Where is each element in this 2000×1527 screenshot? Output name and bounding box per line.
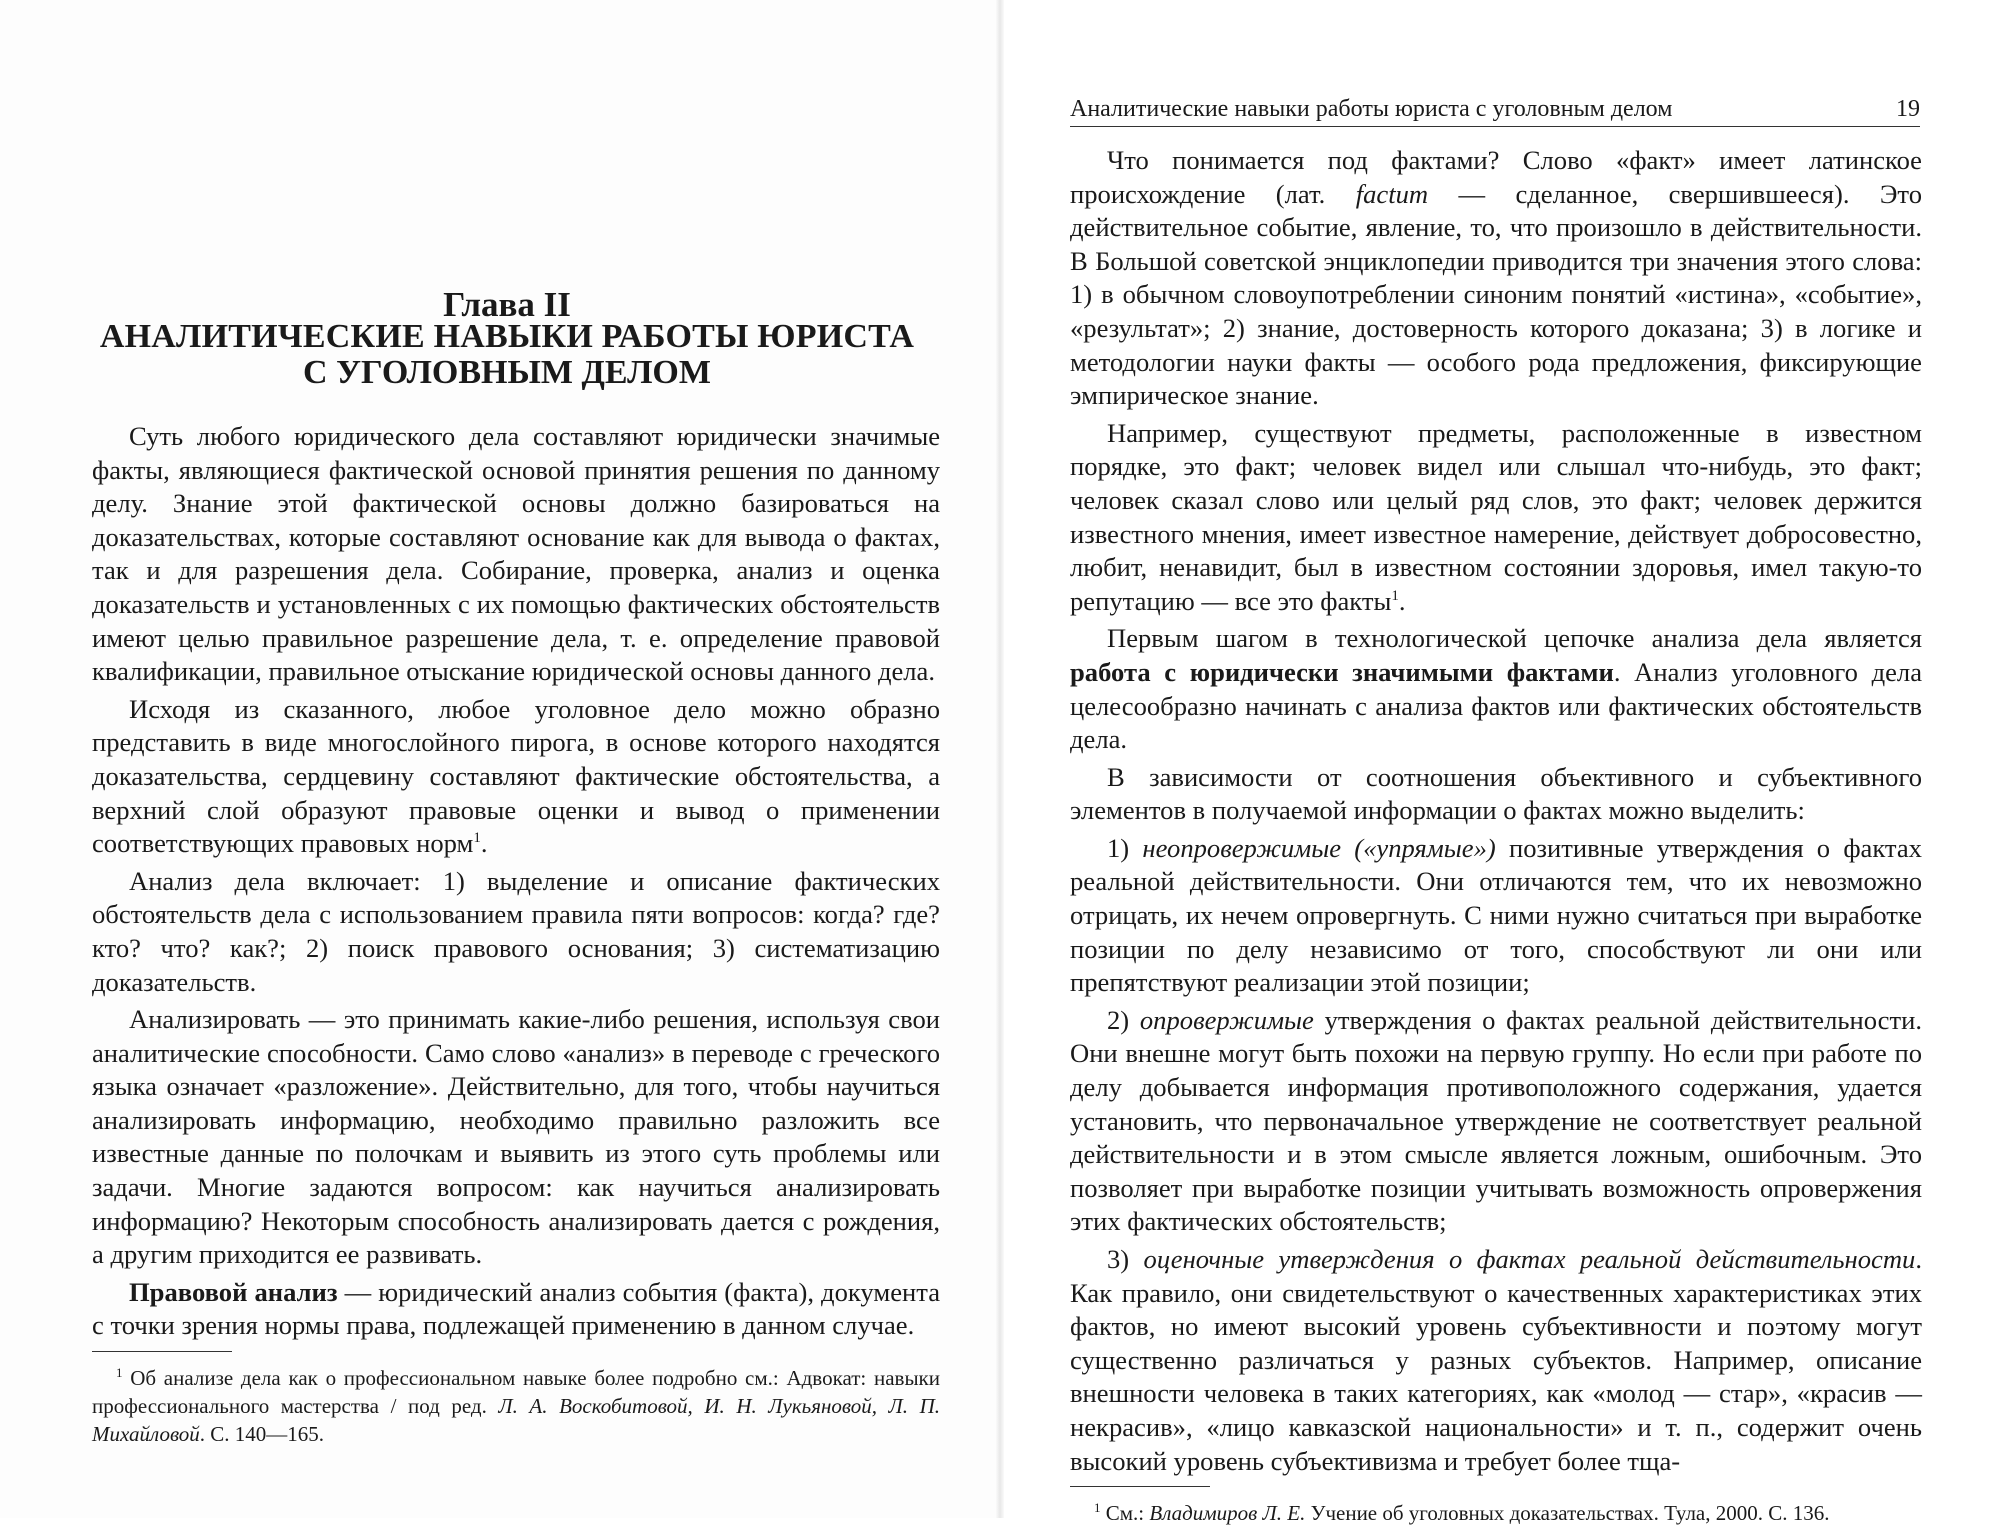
footnote-ref: 1: [1391, 587, 1399, 604]
footnote: $^1$ См.: Владимиров Л. Е. Учение об уголовных доказательствах. Тула, 2000. С. 136.: [1094, 1500, 1830, 1526]
running-title: Аналитические навыки работы юриста с уголовным делом: [1070, 96, 1673, 122]
chapter-label: Глава II: [443, 285, 571, 324]
paragraph: Исходя из сказанного, любое уголовное дело можно образно представить в виде многослойного пирога, в основе которого находятся доказательства, сердцевину составляют фактические обстоятельства, а верхний слой образуют правовые оценки и вывод о применении соответствующих правовых норм$^1$.: [92, 693, 940, 859]
term-legal-facts: работа с юридически значимыми фактами: [1070, 656, 1614, 687]
paragraph: В зависимости от соотношения объективного и субъективного элементов в получаемой информации о фактах можно выделить:: [1070, 761, 1922, 826]
footnote-divider: [1070, 1486, 1210, 1487]
paragraph: Суть любого юридического дела составляют юридически значимые факты, являющиеся фактической основой принятия решения по данному делу. Знание этой фактической основы должно базироваться на доказательствах, которые составляют основание как для вывода о фактах, так и для разрешения дела. Собирание, проверка, анализ и оценка доказательств и установленных с их помощью фактических обстоятельств имеют целью правильное разрешение дела, т. е. определение правовой квалификации, правильное отыскание юридической основы данного дела.: [92, 421, 940, 687]
running-header: [1070, 96, 1920, 127]
footnote-divider: [92, 1351, 232, 1352]
paragraph: Правовой анализ — юридический анализ события (факта), документа с точки зрения нормы права, подлежащей применению в данном случае.: [92, 1276, 940, 1341]
paragraph: Что понимается под фактами? Слово «факт» имеет латинское происхождение (лат. factum — сделанное, свершившееся). Это действительное событие, явление, то, что произошло в действительности. В Большой советской энциклопедии приводится три значения этого слова: 1) в обычном словоупотреблении синоним понятий «истина», «событие», «результат»; 2) знание, достоверность которого доказана; 3) в логике и методологии науки факты — особого рода предложения, фиксирующие эмпирическое знание.: [1070, 145, 1922, 411]
list-item: 1) неопровержимые («упрямые») позитивные утверждения о фактах реальной действительности. Они отличаются тем, что их невозможно отрицать, их нечем опровергнуть. С ними нужно считаться при выработке позиции по делу независимо от того, способствуют ли они или препятствуют реализации этой позиции;: [1070, 832, 1922, 998]
right-text-column: [1070, 144, 1922, 1527]
left-text-column: [92, 420, 940, 1448]
paragraph: Например, существуют предметы, расположенные в известном порядке, это факт; человек видел или слышал что-нибудь, это факт; человек сказал слово или целый ряд слов, это факт; человек держится известного мнения, имеет известное намерение, действует добросовестно, любит, ненавидит, был в известном состоянии здоровья, имел такую-то репутацию — все это факты$^1$.: [1070, 417, 1922, 616]
chapter-title-line2: С УГОЛОВНЫМ ДЕЛОМ: [303, 354, 711, 391]
footnote: $^1$ Об анализе дела как о профессиональном навыке более подробно см.: Адвокат: навыки профессионального мастерства / под ред. Л. А. Воскобитовой, И. Н. Лукьяновой, Л. П. Михайловой. С. 140—165.: [92, 1365, 940, 1447]
term-legal-analysis: Правовой анализ: [129, 1276, 338, 1307]
footnote-ref: 1: [473, 830, 481, 847]
paragraph: Анализ дела включает: 1) выделение и описание фактических обстоятельств дела с использованием правила пяти вопросов: когда? где? кто? что? как?; 2) поиск правового основания; 3) систематизацию доказательств.: [92, 865, 940, 997]
chapter-title-line1: АНАЛИТИЧЕСКИЕ НАВЫКИ РАБОТЫ ЮРИСТА: [99, 318, 915, 355]
paragraph: Первым шагом в технологической цепочке анализа дела является работа с юридически значимыми фактами. Анализ уголовного дела целесообразно начинать с анализа фактов или фактических обстоятельств дела.: [1070, 623, 1922, 755]
paragraph: Анализировать — это принимать какие-либо решения, используя свои аналитические способности. Само слово «анализ» в переводе с греческого языка означает «разложение». Действительно, для того, чтобы научиться анализировать информацию, необходимо правильно разложить все известные данные по полочкам и выявить из этого суть проблемы или задачи. Многие задаются вопросом: как научиться анализировать информацию? Некоторым способность анализировать дается с рождения, а другим приходится ее развивать.: [92, 1004, 940, 1270]
book-spine: [996, 0, 1004, 1518]
list-item: 2) опровержимые утверждения о фактах реальной действительности. Они внешне могут быть похожи на первую группу. Но если при работе по делу добывается информация противоположного содержания, удается установить, что первоначальное утверждение не соответствует реальной действительности и в этом смысле является ложным, ошибочным. Это позволяет при выработке позиции учитывать возможность опровержения этих фактических обстоятельств;: [1070, 1004, 1922, 1237]
list-item: 3) оценочные утверждения о фактах реальной действительности. Как правило, они свидетельствуют о качественных характеристиках этих фактов, но имеют высокий уровень субъективности и поэтому могут существенно различаться у разных субъектов. Например, описание внешности человека в таких категориях, как «молод — стар», «красив — некрасив», «лицо кавказской национальности» и т. п., содержит очень высокий уровень субъективизма и требует более тща-: [1070, 1244, 1922, 1476]
page-number: 19: [1896, 96, 1920, 122]
